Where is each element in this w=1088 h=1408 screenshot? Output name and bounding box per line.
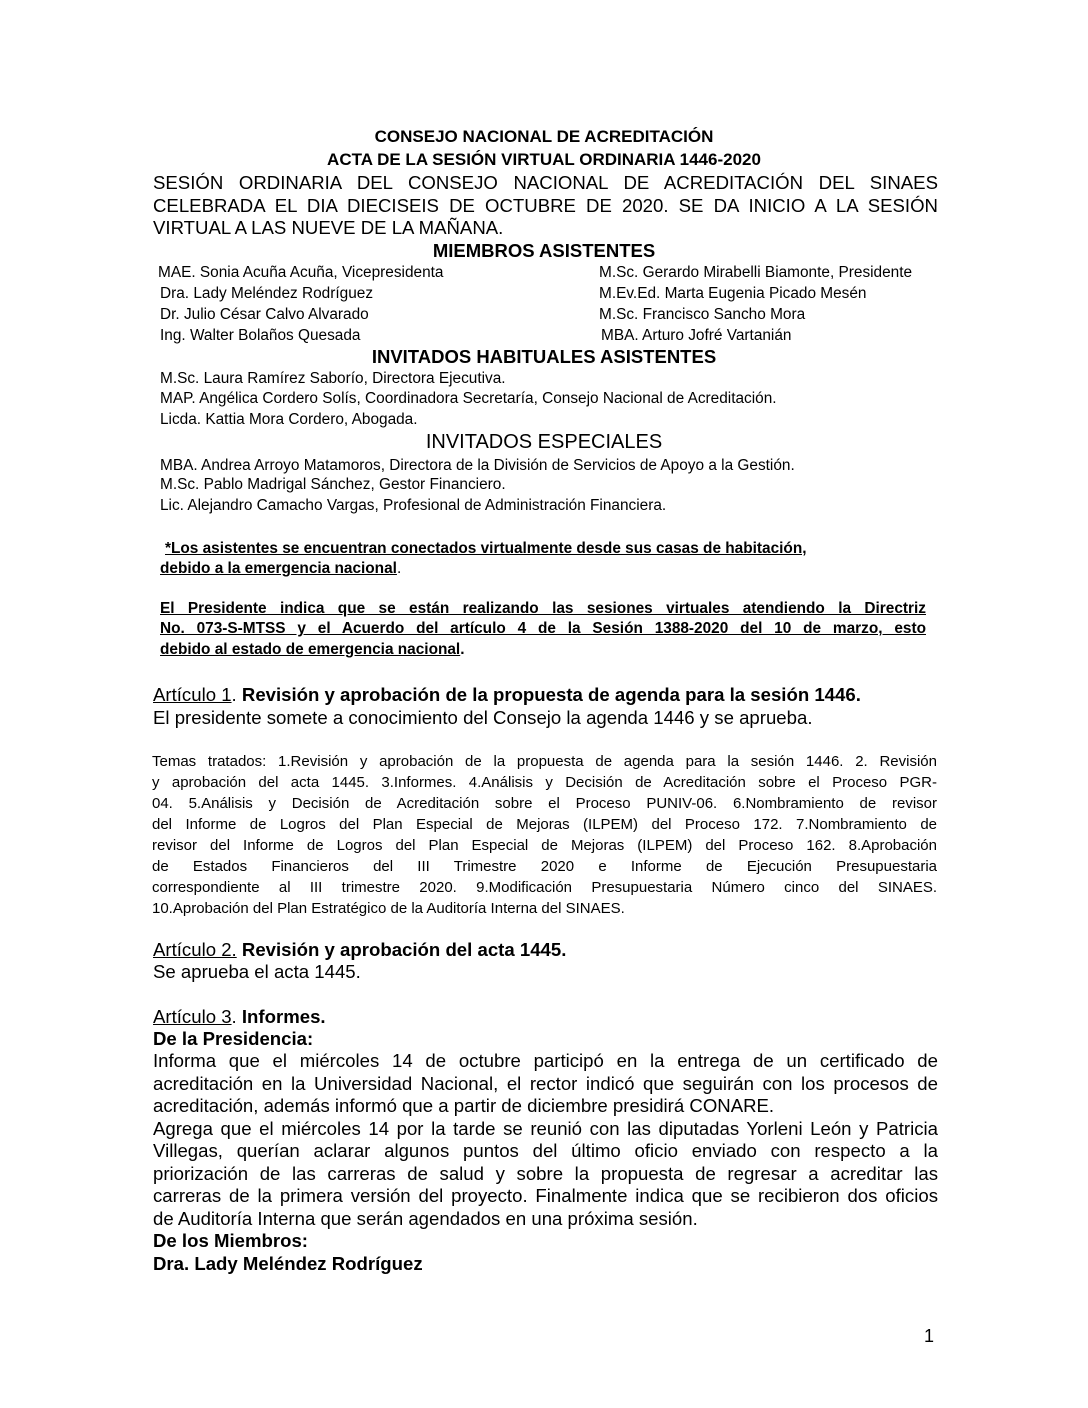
topics-line: 10.Aprobación del Plan Estratégico de la Auditoría Interna del SINAES. [152, 900, 625, 917]
member-left: Dr. Julio César Calvo Alvarado [160, 306, 369, 323]
habitual-guest: M.Sc. Laura Ramírez Saborío, Directora Ejecutiva. [160, 370, 506, 387]
article-1-label: Artículo 1 [153, 684, 232, 705]
presidency-line: acreditación, además informó que a partir de diciembre presidirá CONARE. [153, 1095, 775, 1116]
presidency-line: de Auditoría Interna que serán agendados en una próxima sesión. [153, 1208, 698, 1229]
topics-line: de Estados Financieros del III Trimestre 2020 e Informe de Ejecución Presupuestaria [152, 858, 937, 875]
members-heading: MIEMBROS ASISTENTES [432, 240, 656, 261]
member-right: M.Sc. Gerardo Mirabelli Biamonte, Presidente [599, 264, 913, 281]
special-guests-heading: INVITADOS ESPECIALES [425, 431, 663, 453]
presidency-line: carreras de la primera versión del proyecto. Finalmente indica que se recibieron dos oficios [153, 1185, 938, 1206]
member-left: Dra. Lady Meléndez Rodríguez [160, 285, 374, 302]
topics-line: correspondiente al III trimestre 2020. 9.Modificación Presupuestaria Número cinco del SINAES. [152, 879, 937, 896]
presidency-line: Agrega que el miércoles 14 por la tarde se reunió con las diputadas Yorleni León y Patricia [153, 1118, 938, 1139]
page-number: 1 [924, 1326, 935, 1346]
article-2-title: Revisión y aprobación del acta 1445. [241, 939, 567, 960]
article-1-title: Revisión y aprobación de la propuesta de agenda para la sesión 1446. [241, 684, 861, 705]
habitual-guest: Licda. Kattia Mora Cordero, Abogada. [160, 411, 418, 428]
topics-line: del Informe de Logros del Plan Especial de Mejoras (ILPEM) del Proceso 172. 7.Nombramiento de [152, 816, 937, 833]
topics-line: Temas tratados: 1.Revisión y aprobación de la propuesta de agenda para la sesión 1446. 2. Revisión [152, 753, 937, 770]
intro-line: CELEBRADA EL DIA DIECISEIS DE OCTUBRE DE 2020. SE DA INICIO A LA SESIÓN [153, 195, 938, 216]
president-notice-line: debido al estado de emergencia nacional. [160, 641, 465, 658]
presidency-heading: De la Presidencia: [153, 1028, 314, 1049]
article-1-heading: Artículo 1. Revisión y aprobación de la propuesta de agenda para la sesión 1446. [153, 684, 861, 705]
topics-line: y aprobación del acta 1445. 3.Informes. 4.Análisis y Decisión de Acreditación sobre el Proceso PGR- [152, 774, 937, 791]
intro-line: VIRTUAL A LAS NUEVE DE LA MAÑANA. [153, 217, 504, 238]
article-1-body: El presidente somete a conocimiento del Consejo la agenda 1446 y se aprueba. [153, 707, 813, 728]
topics-line: 04. 5.Análisis y Decisión de Acreditación sobre el Proceso PUNIV-06. 6.Nombramiento de revisor [152, 795, 937, 812]
article-3-heading: Artículo 3. Informes. [153, 1006, 326, 1027]
member-right: MBA. Arturo Jofré Vartanián [601, 327, 792, 344]
document-subtitle: ACTA DE LA SESIÓN VIRTUAL ORDINARIA 1446-2020 [327, 150, 761, 169]
virtual-notice-line: *Los asistentes se encuentran conectados virtualmente desde sus casas de habitación, [165, 540, 807, 557]
article-2-label: Artículo 2. [153, 939, 237, 960]
virtual-notice-line: debido a la emergencia nacional. [160, 560, 402, 577]
member-left: MAE. Sonia Acuña Acuña, Vicepresidenta [158, 264, 444, 281]
presidency-line: Villegas, querían aclarar algunos puntos del último oficio enviado con respecto a la [153, 1140, 938, 1161]
president-notice-line: El Presidente indica que se están realizando las sesiones virtuales atendiendo la Directriz [160, 600, 926, 617]
article-3-title: Informes. [241, 1006, 326, 1027]
special-guest: Lic. Alejandro Camacho Vargas, Profesional de Administración Financiera. [160, 497, 667, 514]
habitual-guest: MAP. Angélica Cordero Solís, Coordinadora Secretaría, Consejo Nacional de Acreditación. [160, 390, 777, 407]
president-notice-line: No. 073-S-MTSS y el Acuerdo del artículo 4 de la Sesión 1388-2020 del 10 de marzo, esto [160, 620, 926, 637]
member-left: Ing. Walter Bolaños Quesada [160, 327, 361, 344]
document-title: CONSEJO NACIONAL DE ACREDITACIÓN [374, 127, 714, 146]
special-guest: MBA. Andrea Arroyo Matamoros, Directora de la División de Servicios de Apoyo a la Gestión. [160, 457, 795, 474]
member-right: M.Sc. Francisco Sancho Mora [599, 306, 806, 323]
presidency-line: priorización de las carreras de salud y sobre la propuesta de regresar a acreditar las [153, 1163, 938, 1184]
presidency-line: Informa que el miércoles 14 de octubre participó en la entrega de un certificado de [153, 1050, 938, 1071]
special-guest: M.Sc. Pablo Madrigal Sánchez, Gestor Financiero. [160, 476, 506, 493]
member-right: M.Ev.Ed. Marta Eugenia Picado Mesén [599, 285, 867, 302]
intro-line: SESIÓN ORDINARIA DEL CONSEJO NACIONAL DE ACREDITACIÓN DEL SINAES [153, 172, 938, 193]
article-2-body: Se aprueba el acta 1445. [153, 961, 361, 982]
presidency-line: acreditación en la Universidad Nacional, el rector indicó que seguirán con los procesos de [153, 1073, 938, 1094]
members-reports-heading: De los Miembros: [153, 1230, 308, 1251]
article-2-heading [153, 939, 566, 961]
habitual-guests-heading: INVITADOS HABITUALES ASISTENTES [371, 346, 717, 367]
topics-line: revisor del Informe de Logros del Plan Especial de Mejoras (ILPEM) del Proceso 162. 8.Aprobación [152, 837, 937, 854]
member-report-name: Dra. Lady Meléndez Rodríguez [153, 1253, 423, 1274]
article-3-label: Artículo 3 [153, 1006, 232, 1027]
